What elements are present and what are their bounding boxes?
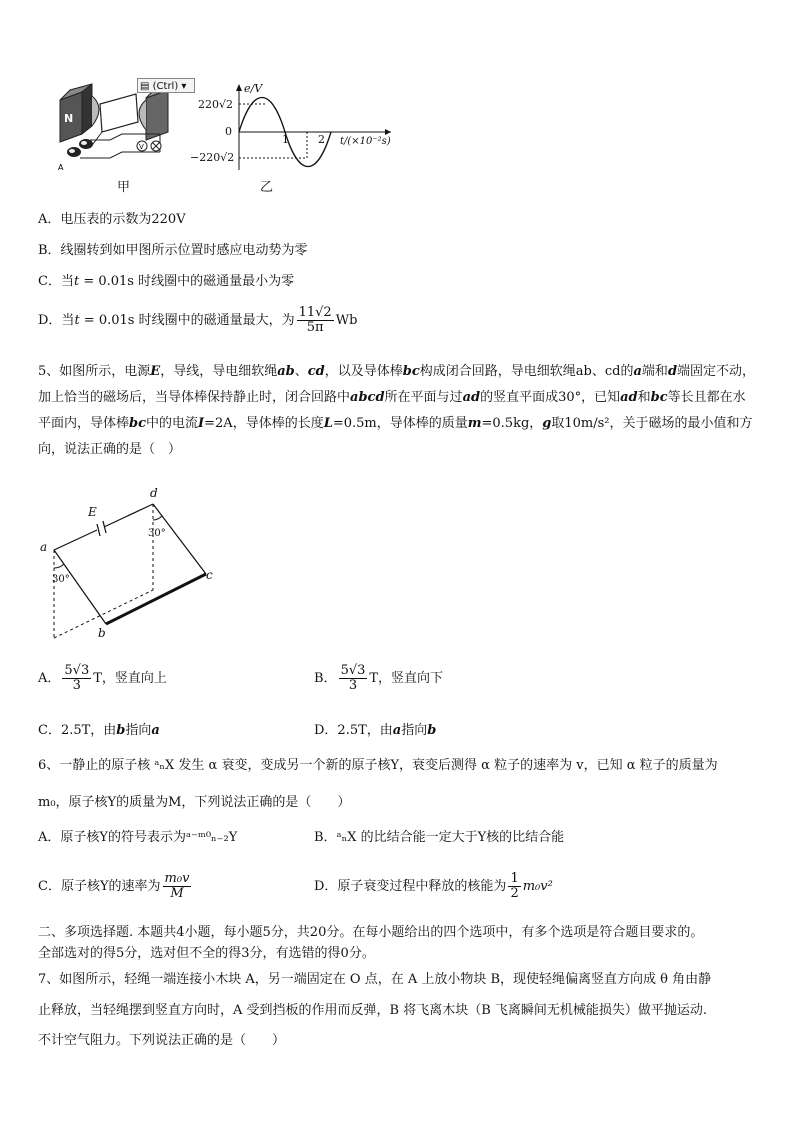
q5-c-b: b (116, 723, 126, 738)
emf-graph (235, 82, 395, 172)
magnet-n-label: N (64, 112, 74, 125)
q5-b-fraction (339, 664, 368, 693)
q4-d-unit: Wb (335, 313, 358, 328)
q5-m: m (467, 416, 482, 431)
q5-fig-label-E: E (88, 505, 97, 519)
q5-t3: 、 (294, 364, 308, 379)
paste-ctrl-button[interactable]: ▤ (Ctrl) ▾ (137, 78, 195, 93)
q5-a-fraction (62, 664, 91, 693)
graph-axis-x: t/(×10⁻²s) (340, 136, 391, 147)
q5-a-num: 5√3 (64, 663, 90, 678)
q4-d-mid: 时线圈中的磁通量最大，为 (134, 313, 295, 328)
q5-t1: 5、如图所示，电源 (38, 364, 151, 379)
q5-a: a (633, 364, 642, 379)
q5-option-d (314, 719, 436, 738)
q5-ad: ad (462, 390, 481, 405)
q4-d-den: 5π (306, 320, 324, 335)
q5-c-mid: 指向 (125, 723, 152, 738)
svg-text:A: A (58, 163, 64, 172)
q5-ad2: ad (620, 390, 638, 405)
q5-g: g (542, 416, 552, 431)
graph-tick-1: 1 (282, 133, 289, 146)
q6-c-pre: C．原子核Y的速率为 (38, 879, 161, 894)
q5-d-mid: 指向 (401, 723, 428, 738)
graph-tick-2: 2 (318, 133, 325, 146)
q5-d-text: D．2.5T，由 (314, 723, 393, 738)
q4-c-var: t (73, 274, 80, 289)
q6-option-d (314, 872, 553, 901)
q5-bc3: bc (129, 416, 147, 431)
q5-b-text: T，竖直向下 (369, 671, 444, 686)
q4-option-a: A．电压表的示数为220V (38, 212, 186, 227)
q7-line-3: 不计空气阻力。下列说法正确的是（ ） (38, 1033, 286, 1048)
q5-t11: 等长且都在水平面内，导体棒 (38, 390, 746, 431)
q5-t6: 端和 (641, 364, 668, 379)
q5-fig-label-d: d (150, 486, 158, 500)
q6-c-num: m₀v (164, 871, 190, 886)
q5-b-label: B． (314, 671, 337, 686)
q5-bc2: bc (650, 390, 668, 405)
q5-t10: 和 (637, 390, 651, 405)
q6-d-num: 1 (510, 871, 519, 886)
q6-d-pre: D．原子衰变过程中释放的核能为 (314, 879, 507, 894)
q5-d: d (667, 364, 678, 379)
q6-a-pre: A．原子核Y的符号表示为 (38, 830, 186, 845)
q4-c-pre: C．当 (38, 274, 74, 289)
q5-c-a: a (151, 723, 160, 738)
q5-t5: 构成闭合回路，导电细软绳ab、cd的 (419, 364, 634, 379)
q5-fig-angle-1: 30° (52, 574, 70, 585)
q5-t2: ，导线，导电细软绳 (160, 364, 278, 379)
q5-ab: ab (277, 364, 295, 379)
q4-c-eq: = 0.01s (79, 274, 134, 289)
q6-option-c (38, 872, 193, 901)
q6-line-1: 6、一静止的原子核 ᵃₙX 发生 α 衰变，变成另一个新的原子核Y，衰变后测得 α 粒子的速率为 v，已知 α 粒子的质量为 (38, 758, 718, 773)
q6-d-post: m₀v² (522, 879, 553, 894)
q5-a-den: 3 (72, 678, 81, 693)
q5-a-text: T，竖直向上 (93, 671, 167, 686)
q6-option-b: B．ᵃₙX 的比结合能一定大于Y核的比结合能 (314, 830, 565, 845)
q5-fig-label-c: c (206, 568, 213, 582)
graph-pos-peak: 220√2 (198, 98, 234, 111)
q5-option-c (38, 719, 160, 738)
graph-zero: 0 (225, 125, 232, 138)
q5-a-label: A． (38, 671, 61, 686)
q5-L: L (323, 416, 333, 431)
graph-neg-peak: −220√2 (190, 151, 235, 164)
figure-jia-label: 甲 (117, 180, 131, 195)
q6-line-2: m₀，原子核Y的质量为M，下列说法正确的是（ ） (38, 795, 351, 810)
q5-t13: =2A，导体棒的长度 (204, 416, 324, 431)
q5-t14: =0.5m，导体棒的质量 (332, 416, 468, 431)
q5-b-num: 5√3 (340, 663, 366, 678)
q5-option-b (314, 664, 443, 693)
q5-option-a (38, 664, 167, 693)
q6-c-fraction (163, 872, 192, 901)
q5-E: E (150, 364, 161, 379)
svg-text:V: V (139, 143, 144, 151)
q4-option-d (38, 306, 357, 335)
q5-bc: bc (402, 364, 420, 379)
q5-t7: 端固定不动，加上恰当的磁场后，当导体棒保持静止时，闭合回路中 (38, 364, 756, 405)
q5-fig-label-a: a (40, 540, 48, 554)
q7-line-1: 7、如图所示，轻绳一端连接小木块 A，另一端固定在 O 点，在 A 上放小物块 B，现使轻绳偏离竖直方向成 θ 角由静 (38, 972, 712, 987)
graph-axis-y: e/V (244, 82, 263, 95)
q5-d-a: a (392, 723, 402, 738)
q5-t4: ，以及导体棒 (324, 364, 403, 379)
q5-circuit-figure (40, 486, 225, 646)
q4-c-post: 时线圈中的磁通量最小为零 (133, 274, 295, 289)
q5-c-text: C．2.5T，由 (38, 723, 117, 738)
q5-t15: =0.5kg， (481, 416, 543, 431)
q6-a-symbol: ᵃ⁻ᵐ⁰ₙ₋₂Y (185, 830, 238, 845)
clipboard-icon: ▤ (140, 81, 150, 92)
q6-option-a (38, 826, 237, 845)
q4-d-pre: D．当 (38, 313, 75, 328)
q5-t9: 的竖直平面成30°，已知 (480, 390, 621, 405)
q4-option-c (38, 270, 294, 289)
q4-d-num: 11√2 (298, 305, 332, 320)
q5-fig-angle-2: 30° (148, 528, 166, 539)
q6-d-fraction (508, 872, 520, 901)
q5-d-b: b (427, 723, 437, 738)
q5-cd: cd (307, 364, 325, 379)
q6-d-den: 2 (510, 886, 519, 901)
q4-d-eq: = 0.01s (79, 313, 135, 328)
q4-option-b: B．线圈转到如甲图所示位置时感应电动势为零 (38, 243, 308, 258)
q7-line-2: 止释放，当轻绳摆到竖直方向时，A 受到挡板的作用而反弹，B 将飞离木块（B 飞离瞬间无机械能损失）做平抛运动. (38, 1003, 708, 1018)
q4-d-var: t (74, 313, 80, 328)
q5-stem (38, 359, 758, 463)
q4-d-fraction (297, 306, 334, 335)
q5-t8: 所在平面与过 (384, 390, 463, 405)
q5-abcd: abcd (350, 390, 385, 405)
q5-t12: 中的电流 (146, 416, 199, 431)
q6-c-den: M (170, 886, 184, 901)
q5-I: I (198, 416, 205, 431)
section2-line-1: 二、多项选择题. 本题共4小题，每小题5分，共20分。在每小题给出的四个选项中，有多个选项是符合题目要求的。 (38, 925, 704, 940)
figure-yi-label: 乙 (260, 180, 274, 195)
q5-t16: 取10m/s²，关于磁场的最小值和方向，说法正确的是（ ） (38, 416, 753, 457)
q5-b-den: 3 (348, 678, 358, 693)
q5-fig-label-b: b (98, 626, 106, 640)
section2-line-2: 全部选对的得5分，选对但不全的得3分，有选错的得0分。 (38, 946, 375, 961)
ctrl-label: (Ctrl) (152, 81, 179, 92)
